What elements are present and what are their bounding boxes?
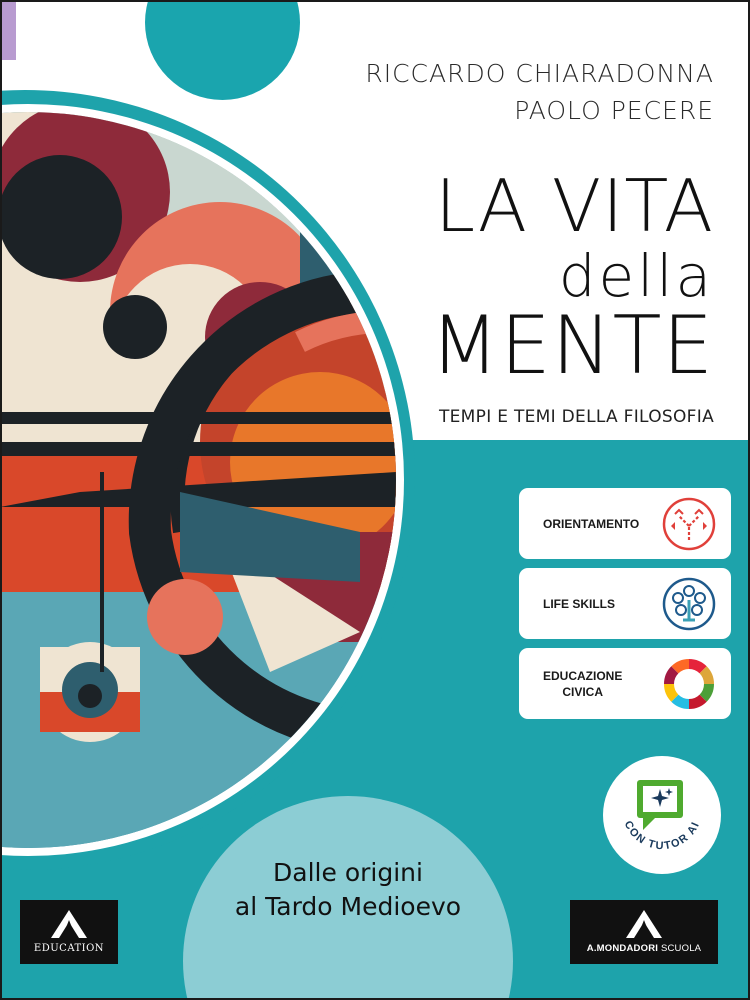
top-teal-circle [145,0,300,100]
sdg-wheel-icon [661,656,717,712]
title-line-1: LA VITA [434,164,714,248]
orientation-arrows-icon [661,496,717,552]
author-2: PAOLO PECERE [514,96,714,125]
tutor-label: CON TUTOR AI [621,819,703,853]
purple-spine-strip [2,0,16,60]
mondadori-logo-text [570,943,718,954]
badge-label: LIFE SKILLS [543,596,615,611]
book-subtitle: TEMPI E TEMI DELLA FILOSOFIA [438,407,714,427]
mondadori-scuola-logo [570,900,718,964]
authors [365,55,714,129]
era-text [183,856,513,924]
title-line-3: MENTE [430,299,714,392]
era-line-1: Dalle origini [273,858,423,887]
book-title [430,164,714,392]
author-1: RICCARDO CHIARADONNA [365,59,714,88]
title-line-2: della [558,242,714,310]
mondadori-m-icon [624,908,664,940]
svg-text:CON TUTOR AI [622,819,703,852]
tutor-ai-badge [603,756,721,874]
education-logo-text: EDUCATION [33,943,105,954]
era-line-2: al Tardo Medioevo [234,892,462,921]
education-logo [20,900,118,964]
mondadori-m-icon [49,908,89,940]
people-tree-icon [661,576,717,632]
badge-label: ORIENTAMENTO [543,516,640,531]
badge-label: EDUCAZIONE CIVICA [543,668,623,699]
mondadori-suffix: SCUOLA [660,943,702,954]
badge-orientamento [519,488,731,559]
ai-chat-sparkle-icon [603,756,721,874]
badge-educazione-civica [519,648,731,719]
badge-life-skills [519,568,731,639]
mondadori-brand: A.MONDADORI [586,943,659,954]
